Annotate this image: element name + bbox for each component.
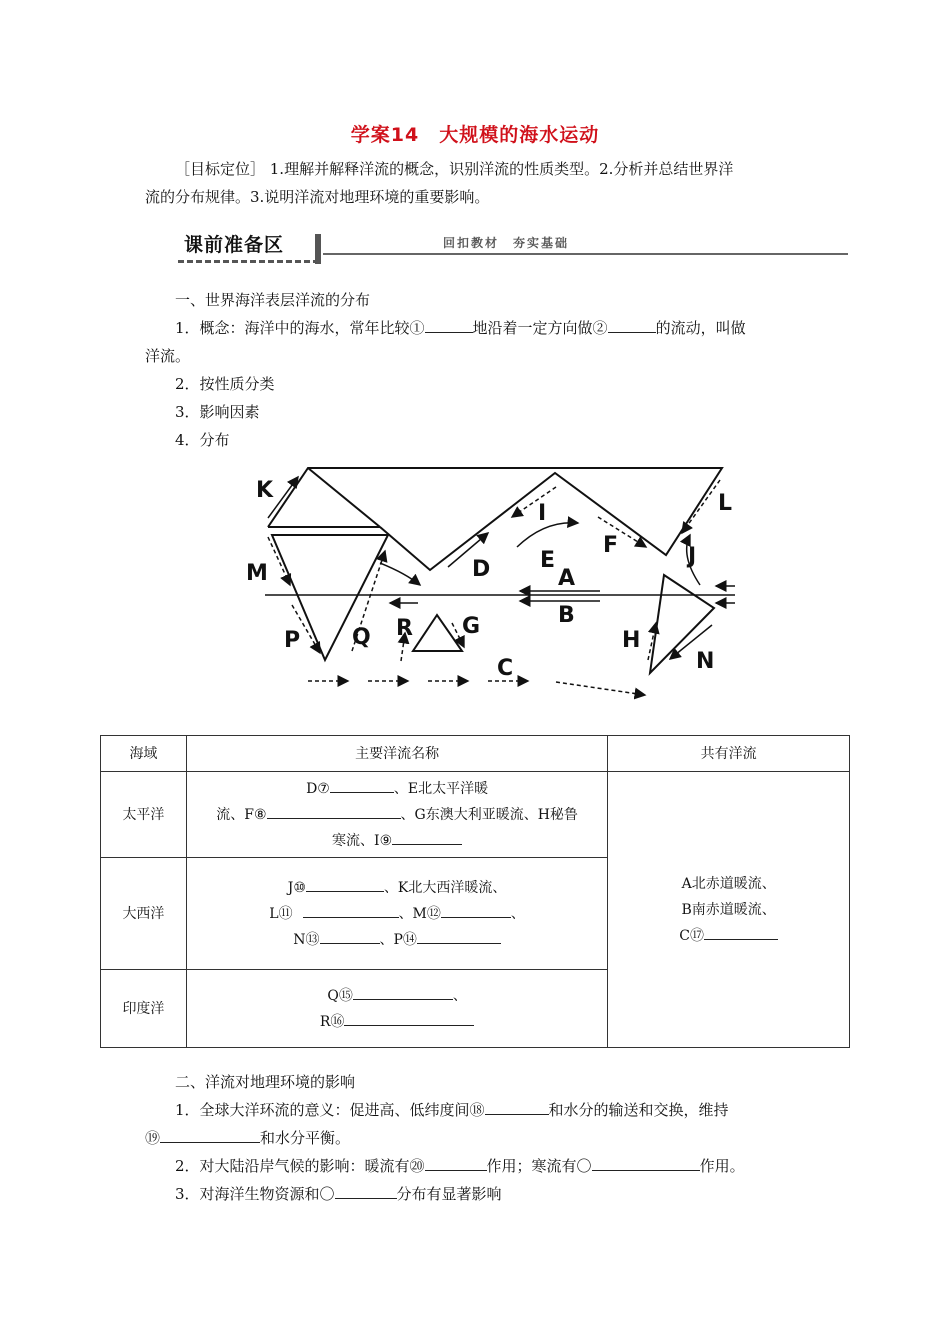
label-F: F bbox=[603, 533, 619, 558]
answer-blank-14[interactable] bbox=[417, 927, 501, 944]
text: 寒流、I⑨ bbox=[332, 832, 393, 849]
label-K: K bbox=[256, 478, 274, 503]
atlantic-currents bbox=[186, 858, 607, 970]
answer-blank-9[interactable] bbox=[392, 828, 462, 845]
text: 、 bbox=[510, 905, 525, 922]
text: 和水分平衡。 bbox=[260, 1129, 351, 1147]
arrow-L bbox=[682, 480, 720, 533]
text: 1．概念：海洋中的海水，常年比较① bbox=[175, 319, 425, 337]
text: 作用；寒流有〇 bbox=[486, 1157, 592, 1175]
answer-blank-19[interactable] bbox=[160, 1126, 260, 1143]
text: 、P⑭ bbox=[379, 931, 417, 948]
answer-blank-17[interactable] bbox=[704, 923, 778, 940]
ocean-name: 太平洋 bbox=[101, 772, 187, 858]
section-2-item-2 bbox=[145, 1152, 815, 1180]
text: 3．对海洋生物资源和〇 bbox=[175, 1185, 335, 1203]
label-H: H bbox=[622, 628, 641, 653]
header-cell: 主要洋流名称 bbox=[186, 736, 607, 772]
arrow-E bbox=[517, 523, 578, 547]
text: 流、F⑧ bbox=[216, 806, 267, 823]
section-banner bbox=[178, 230, 848, 266]
table-row-pacific bbox=[101, 772, 850, 858]
answer-blank-1[interactable] bbox=[425, 316, 473, 333]
label-B: B bbox=[558, 603, 575, 628]
label-Q: Q bbox=[352, 625, 371, 650]
answer-blank-12[interactable] bbox=[441, 901, 511, 918]
continent-outlines bbox=[268, 468, 722, 673]
text: 和水分的输送和交换，维持 bbox=[548, 1101, 729, 1119]
answer-blank-21[interactable] bbox=[592, 1154, 700, 1171]
answer-blank-10[interactable] bbox=[306, 875, 384, 892]
section-2-item-3 bbox=[145, 1180, 815, 1208]
answer-blank-8[interactable] bbox=[267, 802, 401, 819]
label-L: L bbox=[718, 491, 733, 516]
section-1-heading: 一、世界海洋表层洋流的分布 bbox=[175, 291, 371, 309]
section-1-item-1-cont: 洋流。 bbox=[145, 347, 191, 365]
text: ⑲ bbox=[145, 1129, 161, 1147]
label-I: I bbox=[538, 501, 547, 526]
text: 地沿着一定方向做② bbox=[472, 319, 608, 337]
section-1-item-3: 3．影响因素 bbox=[175, 403, 260, 421]
answer-blank-18[interactable] bbox=[485, 1098, 549, 1115]
label-N: N bbox=[696, 649, 715, 674]
answer-blank-2[interactable] bbox=[608, 316, 656, 333]
ocean-name: 大西洋 bbox=[101, 858, 187, 970]
text: 、M⑫ bbox=[398, 905, 441, 922]
text: A北赤道暖流、 bbox=[681, 875, 776, 892]
text: 2．对大陆沿岸气候的影响：暖流有⑳ bbox=[175, 1157, 425, 1175]
label-M: M bbox=[246, 561, 268, 586]
section-2-item-1 bbox=[145, 1096, 815, 1124]
arrow-C-5 bbox=[556, 682, 645, 695]
answer-blank-13[interactable] bbox=[320, 927, 380, 944]
banner-divider bbox=[315, 234, 321, 264]
label-G: G bbox=[462, 614, 481, 639]
label-A: A bbox=[558, 566, 576, 591]
text: Q⑮ bbox=[327, 987, 353, 1004]
header-cell: 海域 bbox=[101, 736, 187, 772]
section-2-heading: 二、洋流对地理环境的影响 bbox=[175, 1073, 356, 1091]
north-outline bbox=[268, 468, 722, 570]
section-1 bbox=[145, 286, 815, 454]
label-P: P bbox=[284, 628, 301, 653]
text: 、G东澳大利亚暖流、H秘鲁 bbox=[400, 806, 578, 823]
text: 、E北太平洋暖 bbox=[393, 780, 489, 797]
text: 分布有显著影响 bbox=[396, 1185, 502, 1203]
text: B南赤道暖流、 bbox=[681, 901, 776, 918]
objectives bbox=[145, 155, 815, 211]
text: C⑰ bbox=[679, 927, 705, 944]
label-J: J bbox=[688, 544, 697, 569]
text: 的流动，叫做 bbox=[655, 319, 746, 337]
pacific-currents bbox=[186, 772, 607, 858]
current-table bbox=[100, 735, 850, 1048]
label-E: E bbox=[540, 548, 556, 573]
section-1-item-2: 2．按性质分类 bbox=[175, 375, 275, 393]
text: 1．全球大洋环流的意义：促进高、低纬度间⑱ bbox=[175, 1101, 485, 1119]
answer-blank-20[interactable] bbox=[425, 1154, 487, 1171]
arrow-loop-left bbox=[380, 563, 420, 585]
text: 作用。 bbox=[699, 1157, 745, 1175]
objectives-line-2: 流的分布规律。3.说明洋流对地理环境的重要影响。 bbox=[145, 188, 490, 206]
text: L⑪ bbox=[269, 905, 293, 922]
table-header-row bbox=[101, 736, 850, 772]
text: 、K北大西洋暖流、 bbox=[383, 879, 507, 896]
text: D⑦ bbox=[306, 780, 330, 797]
section-2 bbox=[145, 1068, 815, 1208]
page-title: 学案14 大规模的海水运动 bbox=[350, 124, 600, 146]
objectives-line-1: ［目标定位］ 1.理解并解释洋流的概念，识别洋流的性质类型。2.分析并总结世界洋 bbox=[175, 160, 734, 178]
section-2-item-1-cont bbox=[145, 1124, 815, 1152]
text: J⑩ bbox=[287, 879, 306, 896]
ocean-name: 印度洋 bbox=[101, 970, 187, 1048]
indian-currents bbox=[186, 970, 607, 1048]
text: N⑬ bbox=[293, 931, 320, 948]
north-left-diagonal bbox=[308, 468, 380, 527]
indian-triangle bbox=[413, 615, 462, 651]
banner-subtitle: 回扣教材 夯实基础 bbox=[443, 236, 570, 250]
answer-blank-11[interactable] bbox=[303, 901, 399, 918]
answer-blank-7[interactable] bbox=[330, 776, 394, 793]
label-R: R bbox=[396, 616, 413, 641]
section-1-item-4: 4．分布 bbox=[175, 431, 230, 449]
arrow-M bbox=[268, 537, 290, 585]
section-1-item-1 bbox=[145, 314, 815, 342]
answer-blank-22[interactable] bbox=[335, 1182, 397, 1199]
banner-title: 课前准备区 bbox=[178, 230, 319, 263]
header-cell: 共有洋流 bbox=[608, 736, 850, 772]
shared-currents bbox=[608, 772, 850, 1048]
ocean-current-diagram bbox=[0, 455, 950, 715]
banner-rule bbox=[323, 253, 848, 255]
answer-blank-15[interactable] bbox=[353, 983, 453, 1000]
answer-blank-16[interactable] bbox=[344, 1009, 474, 1026]
text: 、 bbox=[452, 987, 467, 1004]
text: R⑯ bbox=[319, 1013, 345, 1030]
label-C: C bbox=[497, 656, 514, 681]
label-D: D bbox=[472, 557, 491, 582]
